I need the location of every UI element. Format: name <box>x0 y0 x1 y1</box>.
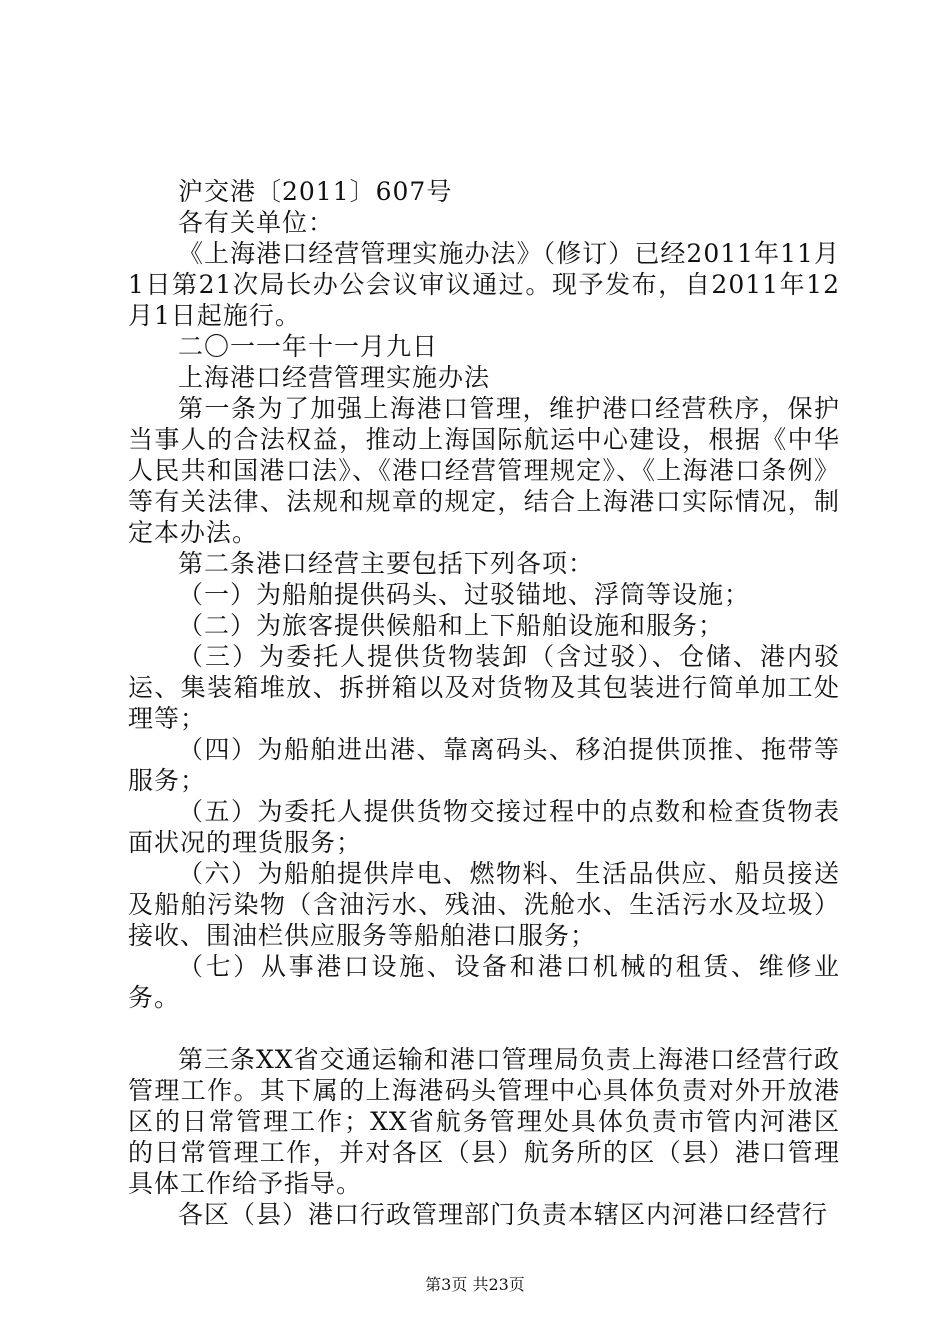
article-2-item-4: （四）为船舶进出港、靠离码头、移泊提供顶推、拖带等服务； <box>128 735 840 795</box>
notice-paragraph: 《上海港口经营管理实施办法》（修订）已经2011年11月1日第21次局长办公会议审议通过。现予发布，自2011年12月1日起施行。 <box>128 239 840 330</box>
article-2-item-6: （六）为船舶提供岸电、燃物料、生活品供应、船员接送及船舶污染物（含油污水、残油、洗舱水、生活污水及垃圾）接收、围油栏供应服务等船舶港口服务； <box>128 859 840 950</box>
article-2-item-3: （三）为委托人提供货物装卸（含过驳）、仓储、港内驳运、集装箱堆放、拆拼箱以及对货物及其包装进行简单加工处理等； <box>128 642 840 733</box>
article-2-item-1: （一）为船舶提供码头、过驳锚地、浮筒等设施； <box>178 580 751 609</box>
addressee: 各有关单位： <box>178 208 335 237</box>
article-2: 第二条港口经营主要包括下列各项： <box>178 549 595 578</box>
article-2-item-2: （二）为旅客提供候船和上下船舶设施和服务； <box>178 611 725 640</box>
document-body <box>128 176 840 1230</box>
article-2-item-7: （七）从事港口设施、设备和港口机械的租赁、维修业务。 <box>128 952 840 1012</box>
issue-date: 二〇一一年十一月九日 <box>178 332 439 361</box>
article-3: 第三条XX省交通运输和港口管理局负责上海港口经营行政管理工作。其下属的上海港码头管理中心具体负责对外开放港区的日常管理工作；XX省航务管理处具体负责市管内河港区的日常管理工作，并对各区（县）航务所的区（县）港口管理具体工作给予指导。 <box>128 1045 840 1198</box>
page-footer: 第3页 共23页 <box>425 1275 525 1294</box>
article-1: 第一条为了加强上海港口管理，维护港口经营秩序，保护当事人的合法权益，推动上海国际航运中心建设，根据《中华人民共和国港口法》、《港口经营管理规定》、《上海港口条例》等有关法律、法规和规章的规定，结合上海港口实际情况，制定本办法。 <box>128 394 840 547</box>
article-2-item-5: （五）为委托人提供货物交接过程中的点数和检查货物表面状况的理货服务； <box>128 797 840 857</box>
regulation-title: 上海港口经营管理实施办法 <box>178 363 491 392</box>
article-3-continued: 各区（县）港口行政管理部门负责本辖区内河港口经营行 <box>178 1200 829 1229</box>
document-number: 沪交港〔2011〕607号 <box>178 177 453 206</box>
